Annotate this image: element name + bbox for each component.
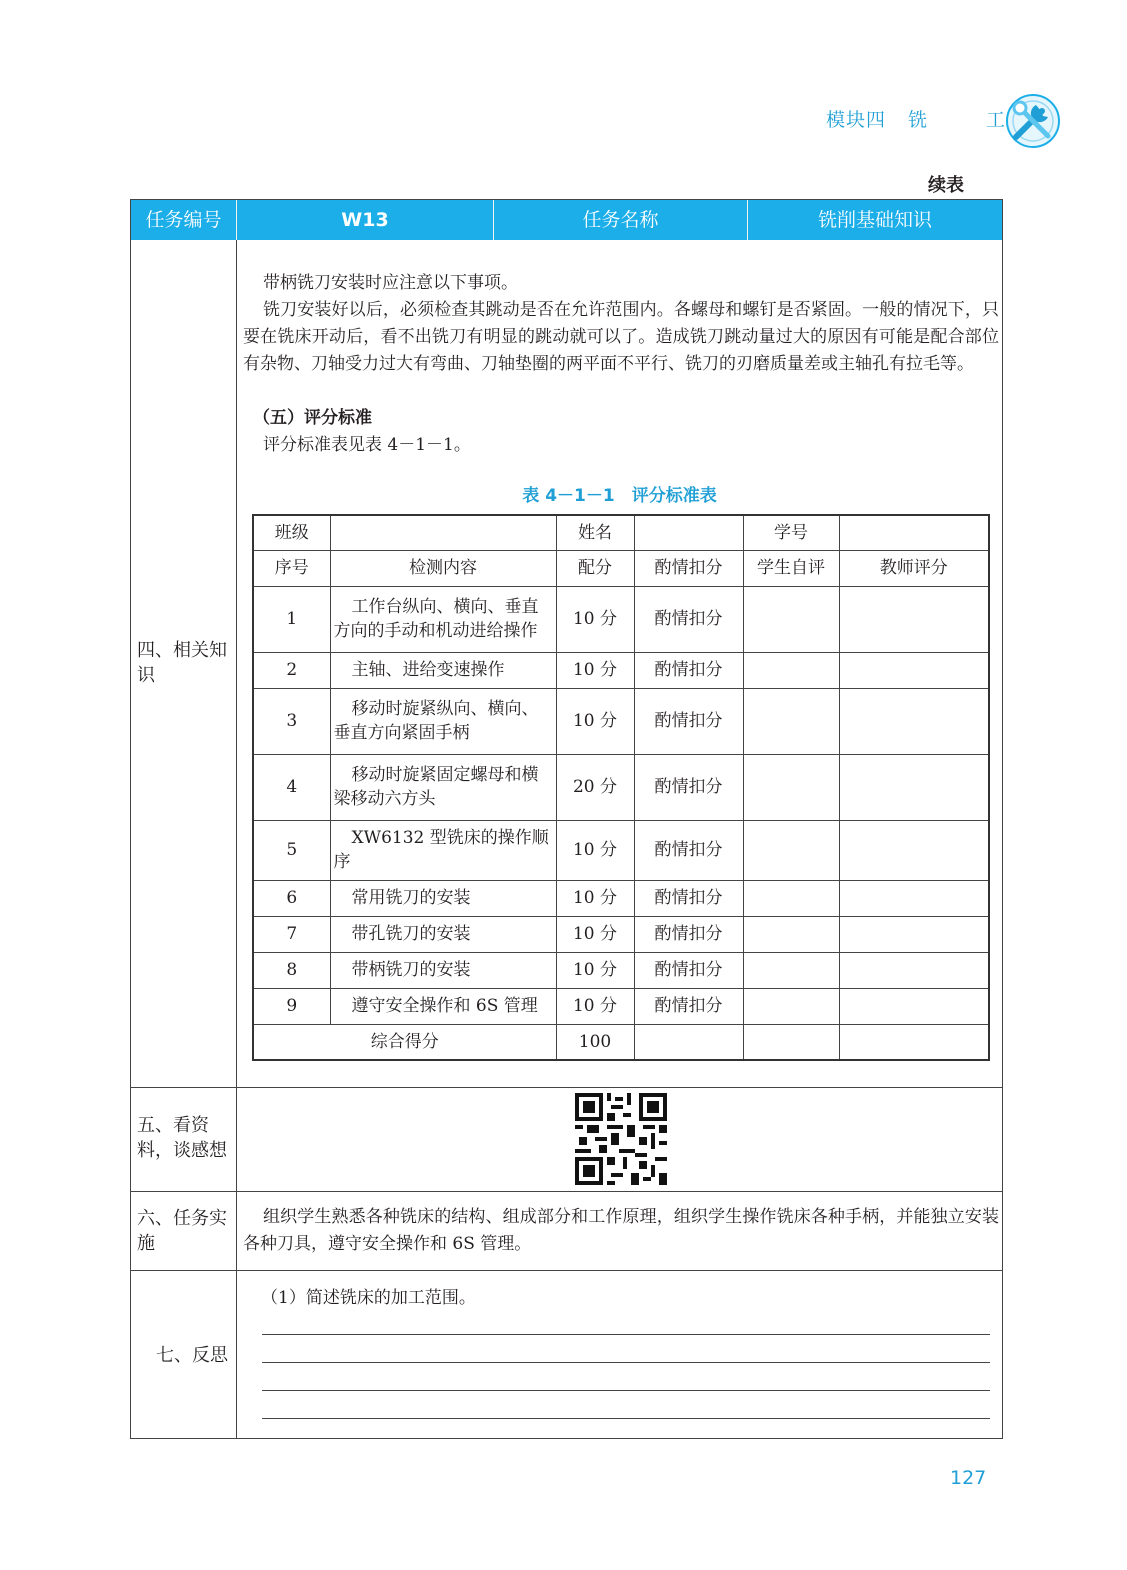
row-no: 3 xyxy=(253,688,330,754)
row-no: 8 xyxy=(253,952,330,988)
running-header xyxy=(826,105,1006,132)
section-6-text: 组织学生熟悉各种铣床的结构、组成部分和工作原理，组织学生操作铣床各种手柄，并能独立安装各种刀具，遵守安全操作和 6S 管理。 xyxy=(243,1207,999,1254)
self-eval-cell xyxy=(743,652,839,688)
row-no: 7 xyxy=(253,916,330,952)
class-value-cell xyxy=(330,515,556,550)
student-id-label: 学号 xyxy=(743,515,839,550)
page-number: 127 xyxy=(950,1467,987,1489)
total-row xyxy=(253,1024,989,1060)
qr-code-icon[interactable] xyxy=(575,1093,667,1185)
table-row xyxy=(253,916,989,952)
self-eval-cell xyxy=(743,916,839,952)
section-4-label: 四、相关知识 xyxy=(137,640,227,686)
row-score: 10 分 xyxy=(556,952,634,988)
row-deduct: 酌情扣分 xyxy=(634,754,743,820)
section-5-label: 五、看资料，谈感想 xyxy=(137,1115,227,1161)
total-self-cell xyxy=(743,1024,839,1060)
answer-line[interactable] xyxy=(262,1390,990,1391)
name-label: 姓名 xyxy=(556,515,634,550)
teacher-eval-cell xyxy=(839,988,989,1024)
row-content: 工作台纵向、横向、垂直方向的手动和机动进给操作 xyxy=(330,586,556,652)
module-label: 模块四 xyxy=(826,109,887,131)
row-deduct: 酌情扣分 xyxy=(634,688,743,754)
table-caption: 表 4－1－1 评分标准表 xyxy=(522,486,717,506)
teacher-eval-cell xyxy=(839,688,989,754)
row-content: 移动时旋紧固定螺母和横梁移动六方头 xyxy=(330,754,556,820)
task-sheet xyxy=(130,199,1003,1439)
table-row xyxy=(253,952,989,988)
scoring-subheading: （五）评分标准 xyxy=(253,408,372,428)
row-score: 10 分 xyxy=(556,916,634,952)
task-header-bar xyxy=(131,200,1002,240)
section-7-label: 七、反思 xyxy=(156,1345,228,1366)
row-deduct: 酌情扣分 xyxy=(634,916,743,952)
task-name: 铣削基础知识 xyxy=(817,209,932,231)
row-content: 带柄铣刀的安装 xyxy=(330,952,556,988)
section-4-para-1: 带柄铣刀安装时应注意以下事项。 xyxy=(263,273,518,293)
row-deduct: 酌情扣分 xyxy=(634,988,743,1024)
total-label: 综合得分 xyxy=(253,1024,556,1060)
answer-line[interactable] xyxy=(262,1334,990,1335)
row-score: 10 分 xyxy=(556,880,634,916)
row-score: 10 分 xyxy=(556,652,634,688)
row-score: 20 分 xyxy=(556,754,634,820)
row-content: 常用铣刀的安装 xyxy=(330,880,556,916)
self-eval-cell xyxy=(743,988,839,1024)
subject-char-b: 工 xyxy=(986,109,1007,131)
col-header: 检测内容 xyxy=(330,550,556,586)
row-deduct: 酌情扣分 xyxy=(634,652,743,688)
total-score: 100 xyxy=(556,1024,634,1060)
self-eval-cell xyxy=(743,754,839,820)
wrench-logo-icon xyxy=(1002,90,1064,152)
row-no: 1 xyxy=(253,586,330,652)
col-header: 配分 xyxy=(556,550,634,586)
row-score: 10 分 xyxy=(556,586,634,652)
col-header: 学生自评 xyxy=(743,550,839,586)
row-deduct: 酌情扣分 xyxy=(634,880,743,916)
self-eval-cell xyxy=(743,586,839,652)
table-row xyxy=(253,754,989,820)
divider xyxy=(131,1087,1002,1088)
divider xyxy=(131,1270,1002,1271)
table-row xyxy=(253,880,989,916)
row-content: 移动时旋紧纵向、横向、垂直方向紧固手柄 xyxy=(330,688,556,754)
self-eval-cell xyxy=(743,880,839,916)
col-header: 教师评分 xyxy=(839,550,989,586)
row-no: 6 xyxy=(253,880,330,916)
section-4-para-2: 铣刀安装好以后，必须检查其跳动是否在允许范围内。各螺母和螺钉是否紧固。一般的情况下，只要在铣床开动后，看不出铣刀有明显的跳动就可以了。造成铣刀跳动量过大的原因有可能是配合部位有杂物、刀轴受力过大有弯曲、刀轴垫圈的两平面不平行、铣刀的刃磨质量差或主轴孔有拉毛等。 xyxy=(243,300,999,374)
table-row xyxy=(253,988,989,1024)
row-content: 带孔铣刀的安装 xyxy=(330,916,556,952)
self-eval-cell xyxy=(743,952,839,988)
teacher-eval-cell xyxy=(839,652,989,688)
name-value-cell xyxy=(634,515,743,550)
table-row xyxy=(253,652,989,688)
class-label: 班级 xyxy=(253,515,330,550)
row-score: 10 分 xyxy=(556,820,634,880)
row-no: 9 xyxy=(253,988,330,1024)
teacher-eval-cell xyxy=(839,916,989,952)
row-deduct: 酌情扣分 xyxy=(634,586,743,652)
total-teacher-cell xyxy=(839,1024,989,1060)
row-content: 遵守安全操作和 6S 管理 xyxy=(330,988,556,1024)
reflection-question-1: （1）简述铣床的加工范围。 xyxy=(261,1288,476,1308)
row-score: 10 分 xyxy=(556,688,634,754)
section-6-label: 六、任务实施 xyxy=(137,1208,227,1254)
subject-char-a: 铣 xyxy=(908,109,929,131)
divider xyxy=(131,1191,1002,1192)
task-number: W13 xyxy=(237,200,494,240)
teacher-eval-cell xyxy=(839,586,989,652)
row-no: 5 xyxy=(253,820,330,880)
row-content: 主轴、进给变速操作 xyxy=(330,652,556,688)
row-deduct: 酌情扣分 xyxy=(634,820,743,880)
row-deduct: 酌情扣分 xyxy=(634,952,743,988)
teacher-eval-cell xyxy=(839,754,989,820)
continued-label: 续表 xyxy=(928,175,964,196)
self-eval-cell xyxy=(743,820,839,880)
scoring-table xyxy=(252,514,990,1061)
row-content: XW6132 型铣床的操作顺序 xyxy=(330,820,556,880)
table-row xyxy=(253,586,989,652)
teacher-eval-cell xyxy=(839,880,989,916)
student-id-value-cell xyxy=(839,515,989,550)
label-column-divider xyxy=(236,240,237,1439)
row-no: 2 xyxy=(253,652,330,688)
self-eval-cell xyxy=(743,688,839,754)
row-no: 4 xyxy=(253,754,330,820)
task-name-label: 任务名称 xyxy=(494,200,748,240)
answer-line[interactable] xyxy=(262,1418,990,1419)
col-header: 序号 xyxy=(253,550,330,586)
col-header: 酌情扣分 xyxy=(634,550,743,586)
task-number-label: 任务编号 xyxy=(131,200,237,240)
teacher-eval-cell xyxy=(839,952,989,988)
row-score: 10 分 xyxy=(556,988,634,1024)
answer-line[interactable] xyxy=(262,1362,990,1363)
teacher-eval-cell xyxy=(839,820,989,880)
table-row xyxy=(253,820,989,880)
total-deduct-cell xyxy=(634,1024,743,1060)
table-row xyxy=(253,688,989,754)
section-4-para-3: 评分标准表见表 4－1－1。 xyxy=(263,435,471,455)
